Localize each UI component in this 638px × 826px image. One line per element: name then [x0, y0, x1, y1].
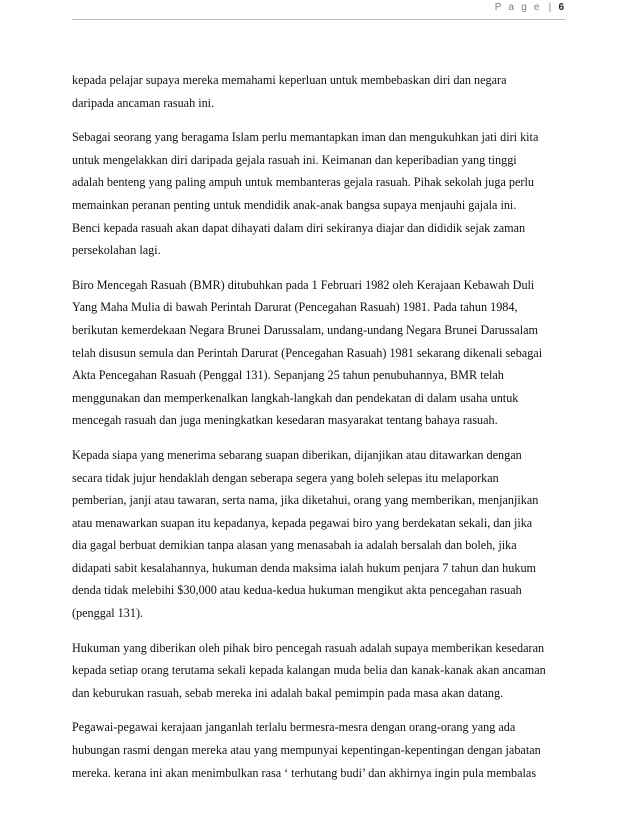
- text-line: Hukuman yang diberikan oleh pihak biro pencegah rasuah adalah supaya memberikan kesedaran: [72, 640, 545, 655]
- text-line: daripada ancaman rasuah ini.: [72, 95, 215, 110]
- text-line: Akta Pencegahan Rasuah (Penggal 131). Sepanjang 25 tahun penubuhannya, BMR telah: [72, 368, 504, 383]
- text-line: berikutan kemerdekaan Negara Brunei Darussalam, undang-undang Negara Brunei Darussalam: [72, 322, 538, 337]
- text-line: persekolahan lagi.: [72, 243, 161, 258]
- text-line: Kepada siapa yang menerima sebarang suapan diberikan, dijanjikan atau ditawarkan dengan: [72, 447, 522, 462]
- text-line: Biro Mencegah Rasuah (BMR) ditubuhkan pada 1 Februari 1982 oleh Kerajaan Kebawah Duli: [72, 277, 535, 292]
- text-line: dan keburukan rasuah, sebab mereka ini adalah bakal pemimpin pada masa akan datang.: [72, 685, 504, 700]
- text-line: Pegawai-pegawai kerajaan janganlah terlalu bermesra-mesra dengan orang-orang yang ada: [72, 720, 516, 735]
- page-label: P a g e: [494, 2, 542, 13]
- page-header: [72, 0, 566, 20]
- page-number-label: [495, 2, 564, 13]
- text-line: memainkan peranan penting untuk mendidik anak-anak bangsa supaya menjauhi gajala ini.: [72, 197, 517, 212]
- page-separator: |: [548, 2, 554, 13]
- text-line: telah disusun semula dan Perintah Darurat (Pencegahan Rasuah) 1981 sekarang dikenali sebagai: [72, 345, 543, 360]
- text-line: mencegah rasuah dan juga meningkatkan kesedaran masyarakat tentang bahaya rasuah.: [72, 413, 498, 428]
- text-line: pemberian, janji atau tawaran, serta nama, jika diketahui, orang yang memberikan, menjanjikan: [72, 493, 539, 508]
- text-line: Benci kepada rasuah akan dapat dihayati dalam diri sekiranya diajar dan dididik sejak zaman: [72, 220, 526, 235]
- text-line: denda tidak melebihi $30,000 atau kedua-kedua hukuman mengikut akta pencegahan rasuah: [72, 583, 522, 598]
- paragraph: [72, 126, 566, 262]
- text-line: menggunakan dan memperkenalkan langkah-langkah dan pendekatan di dalam usaha untuk: [72, 390, 519, 405]
- text-line: kepada setiap orang terutama sekali kepada kalangan muda belia dan kanak-kanak akan ancaman: [72, 663, 546, 678]
- paragraph: [72, 637, 566, 705]
- text-line: didapati sabit kesalahannya, hukuman denda maksima ialah hukum penjara 7 tahun dan hukum: [72, 560, 537, 575]
- page-number: 6: [558, 2, 564, 13]
- text-line: hubungan rasmi dengan mereka atau yang mempunyai kepentingan-kepentingan dengan jabatan: [72, 743, 541, 758]
- text-line: untuk mengelakkan diri daripada gejala rasuah ini. Keimanan dan keperibadian yang tinggi: [72, 152, 517, 167]
- text-line: Yang Maha Mulia di bawah Perintah Darurat (Pencegahan Rasuah) 1981. Pada tahun 1984,: [72, 300, 518, 315]
- text-line: atau menawarkan suapan itu kepadanya, kepada pegawai biro yang berdekatan sekali, dan jika: [72, 515, 533, 530]
- text-line: secara tidak jujur hendaklah dengan seberapa segera yang boleh selepas itu melaporkan: [72, 470, 499, 485]
- paragraph: [72, 69, 566, 114]
- paragraph: [72, 444, 566, 625]
- text-line: mereka. kerana ini akan menimbulkan rasa ‘ terhutang budi’ dan akhirnya ingin pula membalas: [72, 765, 537, 780]
- text-line: Sebagai seorang yang beragama Islam perlu memantapkan iman dan mengukuhkan jati diri kita: [72, 130, 539, 145]
- paragraph: [72, 274, 566, 432]
- text-line: adalah benteng yang paling ampuh untuk membanteras gejala rasuah. Pihak sekolah juga perlu: [72, 175, 534, 190]
- document-body: [72, 69, 566, 784]
- text-line: kepada pelajar supaya mereka memahami keperluan untuk membebaskan diri dan negara: [72, 73, 507, 87]
- text-line: dia gagal berbuat demikian tanpa alasan yang menasabah ia adalah bersalah dan boleh, jika: [72, 538, 517, 553]
- text-line: (penggal 131).: [72, 606, 144, 621]
- paragraph: [72, 716, 566, 784]
